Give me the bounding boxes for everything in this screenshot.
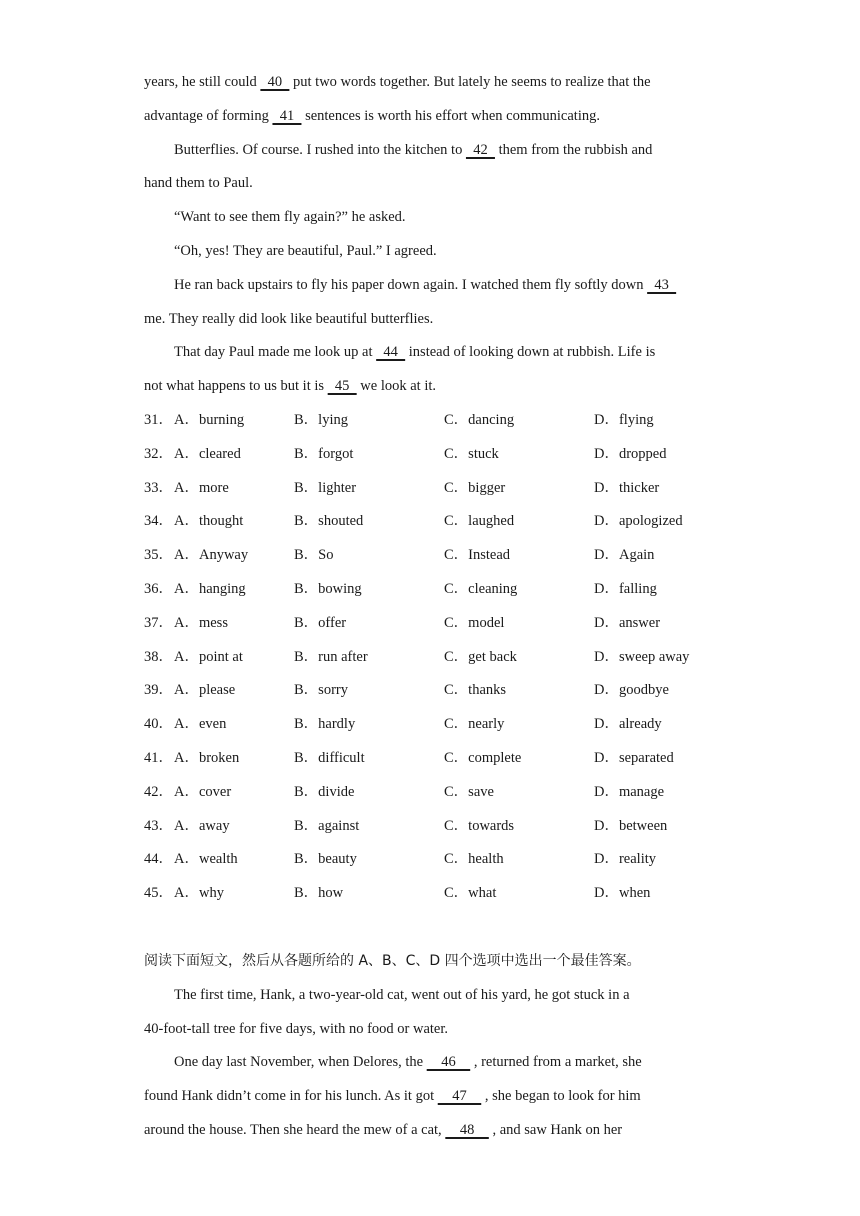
option-c: C．what — [444, 885, 497, 902]
option-b: B．run after — [294, 648, 368, 665]
question-number: 41． — [144, 749, 173, 766]
text: One day last November, when Delores, the — [174, 1054, 427, 1071]
question-row — [144, 505, 724, 539]
option-b: B．forgot — [294, 445, 354, 462]
blank-42: 42 — [465, 141, 495, 158]
section-gap — [144, 911, 724, 945]
option-b: B．beauty — [294, 851, 357, 868]
option-d: D．manage — [594, 783, 665, 800]
question-number: 33． — [144, 479, 173, 496]
text: instead of looking down at rubbish. Life is — [405, 344, 656, 361]
option-a: A．wealth — [174, 851, 238, 868]
option-a: A．point at — [174, 648, 243, 665]
passage-line — [144, 370, 724, 404]
option-a: A．hanging — [174, 580, 246, 597]
question-row — [144, 472, 724, 506]
option-a: A．thought — [174, 513, 244, 530]
question-row — [144, 674, 724, 708]
option-d: D．falling — [594, 580, 657, 597]
text: not what happens to us but it is — [144, 378, 328, 395]
option-c: C．towards — [444, 817, 515, 834]
option-c: C．cleaning — [444, 580, 518, 597]
option-d: D．answer — [594, 614, 661, 631]
passage-line — [144, 1046, 724, 1080]
blank-40: 40 — [260, 74, 290, 90]
option-d: D．apologized — [594, 513, 683, 530]
option-a: A．even — [174, 716, 227, 733]
question-number: 31． — [144, 411, 173, 428]
passage-line — [144, 134, 724, 168]
option-b: B．sorry — [294, 682, 348, 699]
text: found Hank didn’t come in for his lunch. As it got — [144, 1088, 438, 1105]
option-b: B．lying — [294, 411, 348, 428]
question-row — [144, 877, 724, 911]
text: sentences is worth his effort when communicating. — [301, 107, 600, 124]
text: put two words together. But lately he seems to realize that the — [289, 74, 651, 90]
text: , returned from a market, she — [470, 1054, 642, 1071]
option-d: D．when — [594, 885, 651, 902]
question-options — [144, 404, 724, 911]
option-d: D．separated — [594, 749, 674, 766]
option-c: C．Instead — [444, 547, 511, 564]
option-a: A．why — [174, 885, 224, 902]
text: around the house. Then she heard the mew of a cat, — [144, 1121, 446, 1138]
question-number: 44． — [144, 851, 173, 868]
question-row — [144, 607, 724, 641]
question-number: 42． — [144, 783, 173, 800]
option-c: C．bigger — [444, 479, 506, 496]
option-c: C．laughed — [444, 513, 515, 530]
option-a: A．Anyway — [174, 547, 249, 564]
option-d: D．Again — [594, 547, 655, 564]
option-a: A．burning — [174, 411, 245, 428]
option-a: A．away — [174, 817, 230, 834]
option-d: D．reality — [594, 851, 657, 868]
option-d: D．thicker — [594, 479, 660, 496]
passage-line — [144, 336, 724, 370]
option-d: D．already — [594, 716, 662, 733]
option-b: B．hardly — [294, 716, 356, 733]
question-row — [144, 810, 724, 844]
option-a: A．more — [174, 479, 229, 496]
blank-47: 47 — [437, 1088, 482, 1105]
option-a: A．please — [174, 682, 236, 699]
option-a: A．cover — [174, 783, 232, 800]
option-c: C．nearly — [444, 716, 505, 733]
question-number: 43． — [144, 817, 173, 834]
option-b: B．lighter — [294, 479, 357, 496]
question-number: 37． — [144, 614, 173, 631]
passage-line — [144, 100, 724, 134]
passage-line: “Want to see them fly again?” he asked. — [174, 209, 406, 226]
section-instruction: 阅读下面短文，然后从各题所给的 A、B、C、D 四个选项中选出一个最佳答案。 — [144, 952, 641, 969]
blank-45: 45 — [327, 378, 357, 395]
option-b: B．divide — [294, 783, 355, 800]
blank-41: 41 — [272, 107, 302, 124]
option-b: B．bowing — [294, 580, 362, 597]
option-b: B．shouted — [294, 513, 364, 530]
question-number: 35． — [144, 547, 173, 564]
text: advantage of forming — [144, 107, 273, 124]
blank-46: 46 — [426, 1054, 471, 1071]
question-row — [144, 573, 724, 607]
option-b: B．So — [294, 547, 334, 564]
option-d: D．goodbye — [594, 682, 669, 699]
option-a: A．mess — [174, 614, 228, 631]
question-row — [144, 404, 724, 438]
blank-44: 44 — [376, 344, 406, 361]
passage-line: The first time, Hank, a two-year-old cat, went out of his yard, he got stuck in a — [174, 986, 630, 1003]
question-row — [144, 776, 724, 810]
option-c: C．save — [444, 783, 494, 800]
option-c: C．get back — [444, 648, 517, 665]
blank-43: 43 — [647, 276, 677, 293]
blank-48: 48 — [445, 1121, 489, 1138]
passage-line — [144, 1114, 724, 1148]
option-b: B．how — [294, 885, 344, 902]
question-row — [144, 438, 724, 472]
option-c: C．thanks — [444, 682, 507, 699]
question-row — [144, 539, 724, 573]
text: , she began to look for him — [481, 1088, 641, 1105]
passage-line: 40-foot-tall tree for five days, with no food or water. — [144, 1020, 449, 1037]
option-c: C．dancing — [444, 411, 515, 428]
option-c: C．stuck — [444, 445, 499, 462]
question-number: 34． — [144, 513, 173, 530]
text: years, he still could — [144, 74, 261, 90]
option-d: D．dropped — [594, 445, 667, 462]
text: He ran back upstairs to fly his paper down again. I watched them fly softly down — [174, 276, 648, 293]
option-b: B．difficult — [294, 749, 365, 766]
option-a: A．broken — [174, 749, 240, 766]
option-d: D．flying — [594, 411, 654, 428]
text: That day Paul made me look up at — [174, 344, 377, 361]
option-c: C．complete — [444, 749, 522, 766]
text: Butterflies. Of course. I rushed into the kitchen to — [174, 141, 466, 158]
passage-line: “Oh, yes! They are beautiful, Paul.” I agreed. — [174, 242, 437, 259]
question-number: 38． — [144, 648, 173, 665]
option-d: D．sweep away — [594, 648, 690, 665]
question-row — [144, 708, 724, 742]
option-a: A．cleared — [174, 445, 241, 462]
question-row — [144, 742, 724, 776]
passage-line — [144, 1080, 724, 1114]
question-number: 40． — [144, 716, 173, 733]
passage-line — [144, 66, 724, 100]
option-b: B．offer — [294, 614, 347, 631]
option-c: C．health — [444, 851, 504, 868]
passage-line: me. They really did look like beautiful butterflies. — [144, 310, 434, 327]
option-c: C．model — [444, 614, 505, 631]
document-page — [144, 66, 724, 1148]
option-d: D．between — [594, 817, 668, 834]
question-row — [144, 843, 724, 877]
text: them from the rubbish and — [494, 141, 653, 158]
question-number: 45． — [144, 885, 173, 902]
text: , and saw Hank on her — [488, 1121, 623, 1138]
passage-line — [144, 269, 724, 303]
question-number: 32． — [144, 445, 173, 462]
question-number: 36． — [144, 580, 173, 597]
question-number: 39． — [144, 682, 173, 699]
question-row — [144, 641, 724, 675]
option-b: B．against — [294, 817, 360, 834]
text: we look at it. — [356, 378, 437, 395]
passage-line: hand them to Paul. — [144, 175, 253, 192]
